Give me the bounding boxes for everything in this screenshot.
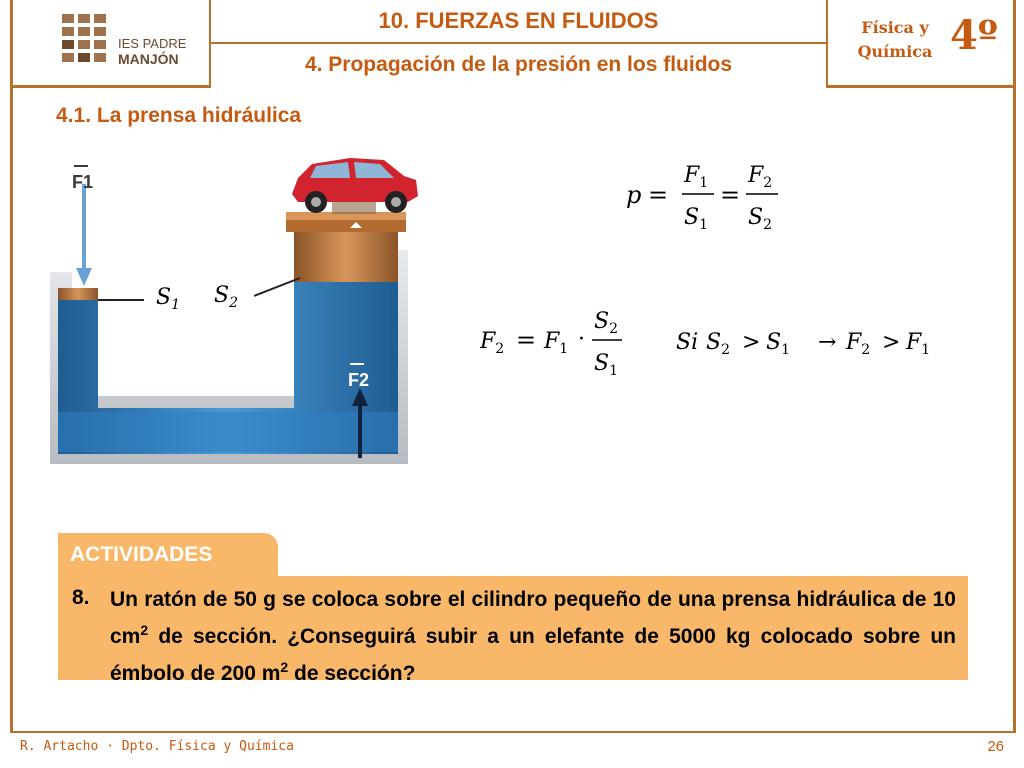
large-piston <box>294 228 398 282</box>
svg-text:F2: $F_2$ <box>480 329 505 357</box>
surface2-leader <box>254 278 300 296</box>
svg-text:=: = <box>516 326 537 354</box>
force2-label: F2 <box>348 370 370 390</box>
school-name-line2: MANJÓN <box>118 51 179 67</box>
school-name-line1: IES PADRE <box>118 36 187 51</box>
svg-text:F2: $F_2$ <box>748 163 773 191</box>
svg-text:=: = <box>648 181 669 209</box>
svg-text:Si: Si <box>676 330 699 355</box>
activity-number: 8. <box>72 586 90 609</box>
condition-formula <box>676 322 946 362</box>
page-number: 26 <box>987 738 1004 755</box>
pressure-formula <box>626 154 786 234</box>
svg-text:F1: $F_1$ <box>684 163 709 191</box>
svg-text:F1: $F_1$ <box>544 329 569 357</box>
title-block <box>211 0 828 88</box>
footer-author: R. Artacho · Dpto. Física y Química <box>20 739 294 754</box>
footer <box>10 731 1016 762</box>
activities-tab <box>58 533 278 579</box>
svg-text:·: · <box>578 327 585 352</box>
course-label: 4º <box>950 12 998 59</box>
svg-text:S1: $S_1$ <box>594 351 618 379</box>
svg-text:→: → <box>818 330 837 355</box>
activity-text: Un ratón de 50 g se coloca sobre el cilindro pequeño de una prensa hidráulica de 10 $cm^2$ de sección. ¿Conseguirá subir a un elefante de 5000 kg colocado sobre un émbolo de 200 $m^2$ de sección? <box>110 588 956 685</box>
svg-text:S2: $S_2$ <box>748 205 772 233</box>
subject-line1: Física y <box>861 18 929 37</box>
svg-text:S2: $S_2$ <box>594 309 618 337</box>
svg-text:S1: $S_1$ <box>684 205 708 233</box>
surface1-label: $S_1$ <box>156 285 180 313</box>
hydraulic-press-diagram <box>50 150 422 470</box>
school-logo-graphic <box>10 0 211 88</box>
activities-box <box>58 576 968 685</box>
subject-line2: Química <box>857 42 933 61</box>
svg-text:S1: $S_1$ <box>766 330 790 358</box>
svg-text:p: p <box>626 181 642 209</box>
svg-text:F1: $F_1$ <box>906 330 931 358</box>
unit-title: 10. FUERZAS EN FLUIDOS <box>378 8 659 33</box>
lesson-title: 4. Propagación de la presión en los fluidos <box>304 53 733 76</box>
surface2-label: $S_2$ <box>214 283 238 311</box>
activities-title: ACTIVIDADES <box>70 543 213 566</box>
school-logo <box>10 0 211 88</box>
svg-text:F2: $F_2$ <box>846 330 871 358</box>
subject-block <box>828 0 1016 88</box>
svg-text:S2: $S_2$ <box>706 330 730 358</box>
section-title: 4.1. La prensa hidráulica <box>56 104 302 127</box>
svg-text:>: > <box>742 330 761 355</box>
force1-label: F1 <box>72 172 94 192</box>
svg-text:=: = <box>720 181 741 209</box>
svg-text:>: > <box>882 330 901 355</box>
force-formula <box>480 300 630 380</box>
small-piston <box>58 288 98 300</box>
